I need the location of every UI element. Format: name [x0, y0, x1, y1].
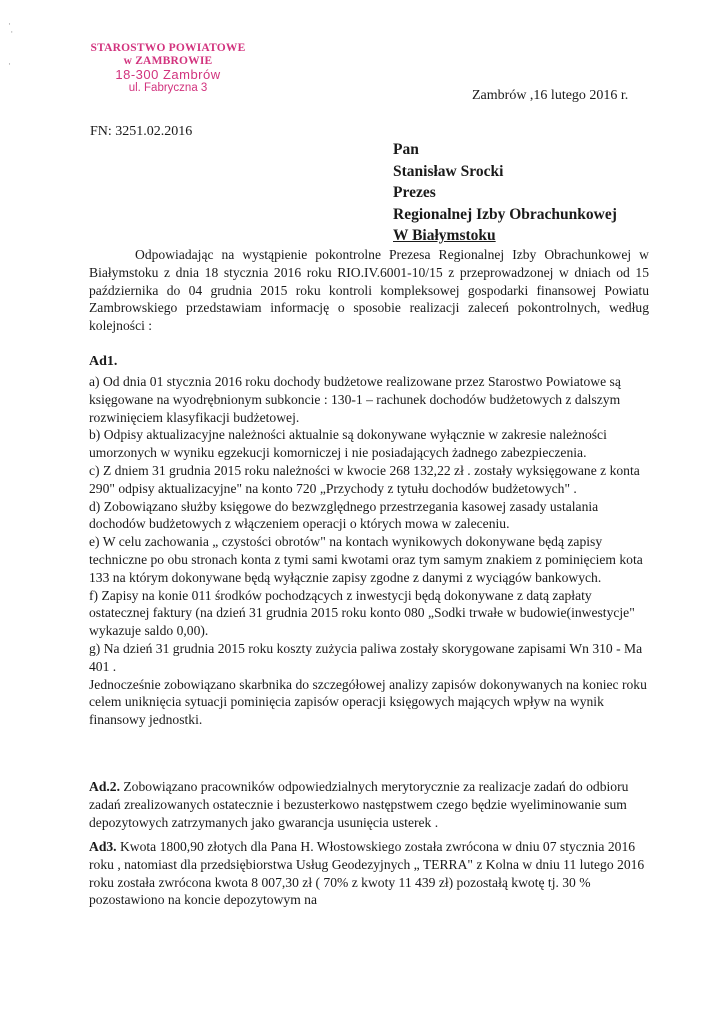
addressee-city: W Białymstoku [393, 227, 496, 244]
addressee-title: Prezes [393, 184, 436, 201]
ad1-item-f: f) Zapisy na konie 011 środków pochodzących z inwestycji będą dokonywane z datą zapłaty ostatecznej faktury (na dzień 31 grudnia 2015 roku konto 080 „Sodki trwałe w budowie(inwestycje" wykazuje saldo 0,00). [89, 587, 635, 639]
stamp-line-1: STAROSTWO POWIATOWE [90, 42, 246, 54]
ad1-item-d: d) Zobowiązano służby księgowe do bezwzględnego przestrzegania kasowej zasady ustalania dochodów budżetowych z włączeniem operacji o których mowa w zaleceniu. [89, 498, 599, 532]
addressee-name: Stanisław Srocki [393, 162, 504, 180]
letter-date: Zambrów ,16 lutego 2016 r. [472, 88, 629, 103]
ad1-item-e: e) W celu zachowania „ czystości obrotów" na kontach wynikowych dokonywane będą zapisy techniczne po obu stronach konta z tymi sami kwotami oraz tym samym znakiem z pominięciem kota 133 na którym dokonywane będą wyłącznie zapisy zgodne z danymi z wyciągów bankowych. [89, 534, 643, 585]
reference-number: FN: 3251.02.2016 [90, 124, 193, 139]
ad3-text: Kwota 1800,90 złotych dla Pana H. Włostowskiego została zwrócona w dniu 07 stycznia 2016 roku , natomiast dla przedsiębiorstwa Usług Geodezyjnych „ TERRA" z Kolna w dniu 11 lutego 2016 roku została zwrócona kwota 8 007,30 zł ( 70% z kwoty 11 439 zł) pozostałą kwotę tj. 30 % pozostawiono na koncie depozytowym na [89, 839, 645, 908]
ad2-text: Zobowiązano pracowników odpowiedzialnych merytorycznie za realizacje zadań do odbioru zadań zrealizowanych ostatecznie i bezusterkowo następstwem czego będzie wyeliminowanie sum depozytowych zatrzymanych jako gwarancja usunięcia usterek . [89, 779, 629, 830]
ad2-label: Ad.2. [89, 779, 120, 794]
ad1-heading: Ad1. [89, 354, 118, 369]
ad2-paragraph [89, 778, 649, 831]
ad1-closing-note: Jednocześnie zobowiązano skarbnika do szczegółowej analizy zapisów dokonywanych na koniec roku celem uniknięcia sytuacji pominięcia zapisów operacji księgowych mających wpływ na wynik finansowy jednostki. [89, 676, 647, 728]
stamp-line-3: 18-300 Zambrów [115, 67, 221, 82]
scan-specks: · · · [8, 19, 14, 69]
stamp-line-2: w ZAMBROWIE [123, 55, 213, 67]
addressee-salutation: Pan [393, 141, 419, 158]
ad3-paragraph [89, 838, 649, 909]
ad3-label: Ad3. [89, 839, 117, 854]
addressee-institution: Regionalnej Izby Obrachunkowej [393, 205, 617, 223]
addressee-block [393, 139, 617, 247]
ad1-item-c: c) Z dniem 31 grudnia 2015 roku należności w kwocie 268 132,22 zł . zostały wyksięgowane z konta 290" odpisy aktualizacyjne" na konto 720 „Przychody z tytułu dochodów budżetowych" . [89, 462, 640, 496]
ad1-item-b: b) Odpisy aktualizacyjne należności aktualnie są dokonywane wyłącznie w zakresie należności umorzonych w wyniku egzekucji komorniczej i nie posiadających żadnego zabezpieczenia. [89, 427, 607, 461]
ad1-item-g: g) Na dzień 31 grudnia 2015 roku koszty zużycia paliwa zostały skorygowane zapisami Wn 310 - Ma 401 . [89, 640, 643, 674]
office-stamp [78, 42, 258, 95]
ad1-section [89, 373, 649, 729]
intro-paragraph: Odpowiadając na wystąpienie pokontrolne Prezesa Regionalnej Izby Obrachunkowej w Białymstoku z dnia 18 stycznia 2016 roku RIO.IV.6001-10/15 z przeprowadzonej w dniach od 15 października do 04 grudnia 2015 roku kontroli kompleksowej gospodarki finansowej Powiatu Zambrowskiego przedstawiam informację o sposobie realizacji zaleceń pokontrolnych, według kolejności : [89, 247, 649, 334]
ad1-item-a: a) Od dnia 01 stycznia 2016 roku dochody budżetowe realizowane przez Starostwo Powiatowe są księgowane na wyodrębnionym subkoncie : 130-1 – rachunek dochodów budżetowych z dalszym rozwinięciem klasyfikacji budżetowej. [89, 374, 621, 425]
stamp-line-4: ul. Fabryczna 3 [128, 82, 208, 94]
